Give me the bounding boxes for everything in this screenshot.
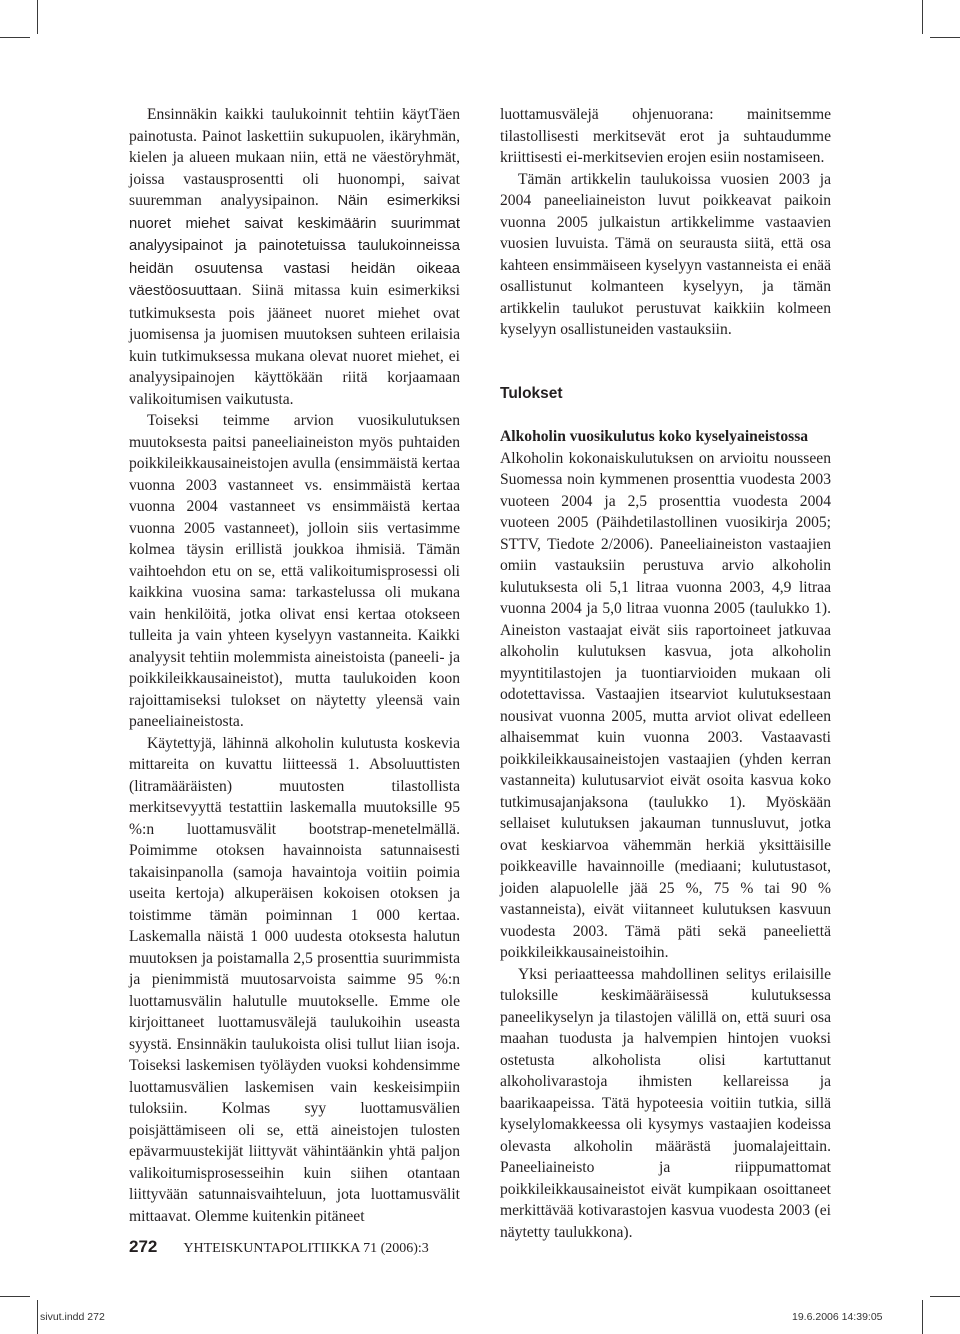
paragraph: Alkoholin kokonaiskulutuksen on arvioitu nousseen Suomessa noin kymmenen prosenttia vuodesta 2003 vuoteen 2004 ja 2,5 prosenttia vuodesta 2004 vuoteen 2005 (Päihdetilastollinen vuosikirja 2005; STTV, Tiedote 2/2006). Paneeliaineiston vastaajien omiin vastauksiin perustuva arvio alkoholin kulutuksesta oli 5,1 litraa vuonna 2003, 4,9 litraa vuonna 2004 ja 5,0 litraa vuonna 2005 (taulukko 1). Aineiston vastaajat eivät siis raportoineet jatkuvaa alkoholin kulutuksen kasvua, jota alkoholin myyntitilastojen ja tuontiarvioiden mukaan oli odotettavissa. Vastaajien itsearviot kulutuksestaan nousivat vuonna 2005, mutta arviot olivat edelleen alhaisemmat kuin vuonna 2003. Vastaavasti poikkileikkausaineistojen vastaajien (yhden kerran vastanneita) kulutusarviot eivät osoita kasvua koko tutkimusajanjaksona (taulukko 1). Myöskään sellaiset kulutuksen jakauman tunnusluvut, jotka ovat keskiarvoa vähemmän herkiä yksittäisille poikkeaville havainnoille (mediaani; kulutustasot, joiden alapuolelle jää 25 %, 75 % tai 90 % vastanneista), eivät viitanneet kulutuksen kasvuun vuodesta 2003. Tämä päti sekä paneeliettä poikkileikkausaineistoihin. (500, 449, 831, 961)
right-text-column (500, 104, 831, 1243)
crop-mark-bottom-left-horizontal (0, 1296, 30, 1297)
paragraph: Yksi periaatteessa mahdollinen selitys erilaisille tuloksille keskimääräisessä kulutuksessa paneelikyselyn ja tilastojen välillä on, että suuri osa maahan tuodusta ja halvempien hintojen vuoksi ostetusta alkoholista olisi kartuttanut alkoholivarastoja ihmisten kellareissa ja baarikaapeissa. Tätä hypoteesia voitiin tutkia, sillä kyselylomakkeessa oli kysymys vastaajien kodeissa olevasta alkoholin määrästä juomalajeittain. Paneeliaineisto ja riippumattomat poikkileikkausaineistot eivät kumpikaan osoittaneet merkittävää kotivarastojen kasvua vuodesta 2003 (ei näytetty taulukkona). (500, 965, 831, 1241)
crop-mark-top-left-vertical (37, 0, 38, 34)
crop-mark-bottom-left-vertical (37, 1300, 38, 1334)
crop-mark-bottom-right-vertical (922, 1300, 923, 1334)
subheading: Alkoholin vuosikulutus koko kyselyaineistossa (500, 428, 809, 445)
paragraph-text: Siinä mitassa kuin esimerkiksi tutkimuksesta pois jääneet nuoret miehet ovat juomisensa ja juomisen muutoksen suhteen erilaisia kuin tutkimuksessa mukana olevat nuoret miehet, ei analyysipainojen käyttökään riitä korjaamaan valikoitumisen vaikutusta. (129, 282, 461, 408)
slug-timestamp: 19.6.2006 14:39:05 (792, 1311, 883, 1323)
paragraph: Tämän artikkelin taulukoissa vuosien 2003 ja 2004 paneeliaineiston luvut poikkeavat paikoin vuonna 2005 julkaistun artikkelimme vastaavien vuosien luvuista. Tämä on seurausta siitä, että osa kahteen ensimmäiseen kyselyyn vastanneista ei enää osallistunut kolmanteen kyselyyn, ja tämän artikkelin taulukot perustuvat kaikkiin kolmeen kyselyyn osallistuneiden vastauksiin. (500, 170, 831, 338)
paragraph: Toiseksi teimme arvion vuosikulutuksen muutoksesta paitsi paneeliaineiston myös puhtaiden poikkileikkausaineistojen avulla (ensimmäistä kertaa vuonna 2003 vastanneet vs. ensimmäistä kertaa vuonna 2004 vastanneet vs ensimmäistä kertaa vuonna 2005 vastanneet), jolloin siis vertasimme kolmea täysin erillistä joukkoa ihmisiä. Tämän vaihtoehdon etu on se, että valikoitumisprosessi oli kaikkina vuosina sama: tarkastelussa oli mukana vain henkilöitä, jotka olivat ensi kertaa otokseen tulleita ja vain yhteen kyselyyn vastanneita. Kaikki analyysit tehtiin molemmista aineistoista (paneeli- ja poikkileikkausaineistot), mutta taulukoiden koon rajoittamiseksi tulokset on näytetty yleensä vain paneeliaineistosta. (129, 412, 460, 730)
slug-filename: sivut.indd 272 (40, 1311, 105, 1323)
crop-mark-bottom-right-horizontal (930, 1296, 960, 1297)
page-number: 272 (129, 1237, 158, 1256)
crop-mark-top-right-horizontal (930, 37, 960, 38)
left-text-column (129, 104, 460, 1227)
journal-title: YHTEISKUNTAPOLITIIKKA 71 (2006):3 (183, 1241, 429, 1256)
crop-mark-top-left-horizontal (0, 37, 30, 38)
paragraph: Käytettyjä, lähinnä alkoholin kulutusta koskevia mittareita on kuvattu liitteessä 1. Absoluuttisten (litramääräisten) muutosten tilastollista merkitsevyyttä testattiin laskemalla muutoksille 95 %:n luottamusvälit bootstrap-menetelmällä. Poimimme otoksen havainnoista satunnaisesti takaisinpanolla (samoja havaintoja voitiin poimia useita kertoja) alkuperäisen kokoisen otoksen ja toistimme tämän poiminnan 1 000 kertaa. Laskemalla näistä 1 000 uudesta otoksesta halutun muutoksen ja poistamalla 2,5 prosenttia suurimmista ja pienimmistä muutosarvoista saimme 95 %:n luottamusvälin halutulle muutokselle. Emme ole kirjoittaneet luottamusvälejä taulukoihin useasta syystä. Ensinnäkin taulukoista olisi tullut liian isoja. Toiseksi laskemisen työläyden vuoksi kohdensimme luottamusvälien laskemisen vain keskeisimpiin tuloksiin. Kolmas syy luottamusvälien poisjättämiseen oli se, että aineistojen tulosten epävarmuustekijät liittyvät vähintäänkin yhtä paljon valikoitumisprosesseihin kuin siihen otantaan liittyvään satunnaisvaihteluun, jota luottamusvälit mittaavat. Olemme kuitenkin pitäneet (129, 734, 460, 1225)
paragraph: luottamusvälejä ohjenuorana: mainitsemme tilastollisesti merkitsevät erot ja suhtaudumme kriittisesti ei-merkitsevien erojen esiin nostamiseen. (500, 106, 831, 166)
crop-mark-top-right-vertical (922, 0, 923, 34)
paragraph-text-sans: Näin esimerkiksi nuoret miehet saivat keskimäärin suurimmat analyysipainot ja painotetuissa taulukoinneissa heidän osuutensa vastasi heidän oikeaa väestöosuuttaan. (129, 193, 460, 299)
paragraph (129, 104, 460, 410)
section-heading: Tulokset (500, 384, 563, 402)
page-footer (129, 1237, 429, 1257)
paragraph-text: Ensinnäkin kaikki taulukoinnit tehtiin käytTäen painotusta. Painot laskettiin sukupuolen, ikäryhmän, kielen ja alueen mukaan niin, että ne väestöryhmät, joissa vastausprosentti oli huonompi, saivat suuremman analyysipainon. (129, 106, 460, 209)
